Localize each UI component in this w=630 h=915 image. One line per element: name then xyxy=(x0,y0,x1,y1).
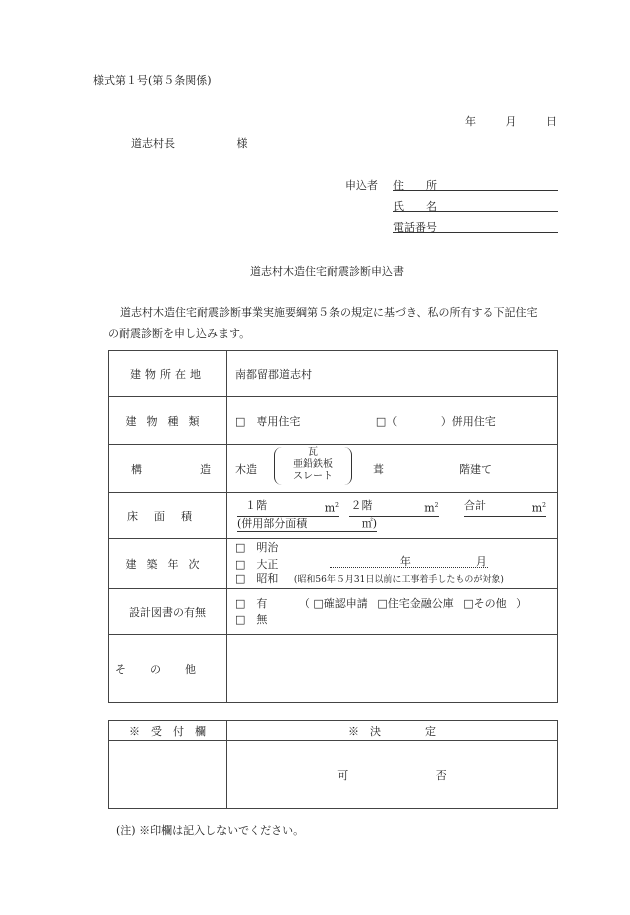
decision-reject: 否 xyxy=(435,768,447,782)
reception-header-row xyxy=(109,721,558,741)
drawings-close: ） xyxy=(516,596,528,610)
option-confirmation: □確認申請 xyxy=(313,596,368,610)
decision-approve: 可 xyxy=(337,768,349,782)
era-taisho-line xyxy=(235,555,557,572)
location-label-cell xyxy=(109,351,227,397)
year-label: 建築年次 xyxy=(125,557,210,571)
drawings-no: □ 無 xyxy=(235,612,268,626)
year-value-cell xyxy=(227,539,558,589)
date-month: 月 xyxy=(505,115,517,128)
row-floor-area xyxy=(109,493,558,539)
floor-total-field xyxy=(464,499,546,517)
reception-table xyxy=(108,720,558,809)
roof-suffix: 葺 xyxy=(373,463,384,476)
footnote: (注) ※印欄は記入しないでください。 xyxy=(116,824,305,837)
year-mark: 年 xyxy=(399,554,411,568)
location-label: 建物所在地 xyxy=(130,367,205,381)
receipt-header-cell xyxy=(109,721,227,741)
drawings-open: （ xyxy=(298,596,310,610)
floor-1-label: １階 xyxy=(245,499,267,513)
application-table xyxy=(108,350,558,703)
reception-body-row xyxy=(109,741,558,809)
date-line xyxy=(465,113,557,129)
roof-tile: 瓦 xyxy=(308,447,318,458)
floor-label-cell xyxy=(109,493,227,539)
addressee-honorific: 様 xyxy=(236,137,248,150)
drawings-label-cell xyxy=(109,589,227,635)
drawings-label: 設計図書の有無 xyxy=(129,605,206,619)
drawings-yes: □ 有 xyxy=(235,596,268,610)
other-value-cell xyxy=(227,635,558,703)
structure-stories: 階建て xyxy=(459,463,492,476)
month-mark: 月 xyxy=(475,554,487,568)
row-other xyxy=(109,635,558,703)
type-label-cell xyxy=(109,397,227,445)
decision-body-cell xyxy=(227,741,558,809)
year-label-cell xyxy=(109,539,227,589)
floor-value-cell xyxy=(227,493,558,539)
floor-2-field xyxy=(349,499,439,517)
floor-2-unit: $m^2$ xyxy=(424,501,439,515)
type-option-combined-open: □（ xyxy=(375,414,398,428)
structure-label-right: 造 xyxy=(200,462,211,476)
option-other: □その他 xyxy=(463,596,507,610)
intro-line-1: 道志村木造住宅耐震診断事業実施要綱第５条の規定に基づき、私の所有する下記住宅 xyxy=(120,306,538,319)
location-value-cell xyxy=(227,351,558,397)
eligibility-note: (昭和56年５月31日以前に工事着手したものが対象) xyxy=(293,574,504,585)
row-drawings xyxy=(109,589,558,635)
name-label: 氏 名 xyxy=(393,200,437,213)
type-option-dedicated: □ 専用住宅 xyxy=(235,414,301,428)
date-day: 日 xyxy=(546,115,557,128)
phone-label: 電話番号 xyxy=(393,221,437,234)
decision-header-cell xyxy=(227,721,558,741)
type-label: 建物種類 xyxy=(125,414,210,428)
shared-area-unit: ㎡) xyxy=(361,516,377,530)
structure-value-cell xyxy=(227,445,558,493)
floor-label: 床面積 xyxy=(127,509,208,523)
applicant-label: 申込者 xyxy=(345,179,378,192)
floor-1-unit: $m^2$ xyxy=(324,501,339,515)
structure-wood: 木造 xyxy=(235,462,257,476)
option-housing-loan: □住宅金融公庫 xyxy=(377,596,454,610)
applicant-phone-field xyxy=(393,219,558,233)
floor-total-unit: $m^2$ xyxy=(531,501,546,515)
other-label: その他 xyxy=(115,662,220,676)
drawings-value-cell xyxy=(227,589,558,635)
shared-area-label: (併用部分面積 xyxy=(237,516,308,530)
intro-line-2: の耐震診断を申し込みます。 xyxy=(108,327,251,340)
form-number: 様式第１号(第５条関係) xyxy=(93,74,212,87)
era-showa-line xyxy=(235,572,557,587)
floor-area-line xyxy=(237,499,557,517)
addressee-name: 道志村長 xyxy=(131,137,175,150)
roof-material-bracket xyxy=(274,447,352,485)
other-label-cell xyxy=(109,635,227,703)
era-meiji: □ 明治 xyxy=(235,540,279,554)
type-value-cell xyxy=(227,397,558,445)
row-location xyxy=(109,351,558,397)
form-title: 道志村木造住宅耐震診断申込書 xyxy=(250,265,404,278)
decision-label: ※ 決 定 xyxy=(348,724,436,738)
structure-label-left: 構 xyxy=(131,462,142,476)
shared-area-field xyxy=(237,517,377,532)
floor-total-label: 合計 xyxy=(464,499,486,513)
row-year xyxy=(109,539,558,589)
row-structure xyxy=(109,445,558,493)
address-label: 住 所 xyxy=(393,179,437,192)
receipt-stamp-cell xyxy=(109,741,227,809)
applicant-address-field xyxy=(393,177,558,191)
structure-label-cell xyxy=(109,445,227,493)
era-taisho: □ 大正 xyxy=(235,557,279,571)
floor-2-label: ２階 xyxy=(350,499,373,513)
era-showa: □ 昭和 xyxy=(235,571,279,585)
floor-1-field xyxy=(237,499,339,517)
row-type xyxy=(109,397,558,445)
receipt-label: ※ 受 付 欄 xyxy=(129,724,206,738)
location-value: 南都留郡道志村 xyxy=(235,367,312,381)
year-month-field xyxy=(330,555,488,568)
drawings-yes-line xyxy=(235,596,557,612)
type-option-combined-close: ）併用住宅 xyxy=(440,414,496,428)
roof-slate: スレート xyxy=(293,471,333,482)
roof-galvanized: 亜鉛鉄板 xyxy=(293,459,333,470)
date-year: 年 xyxy=(465,115,476,128)
applicant-name-field xyxy=(393,198,558,212)
addressee xyxy=(131,135,248,151)
